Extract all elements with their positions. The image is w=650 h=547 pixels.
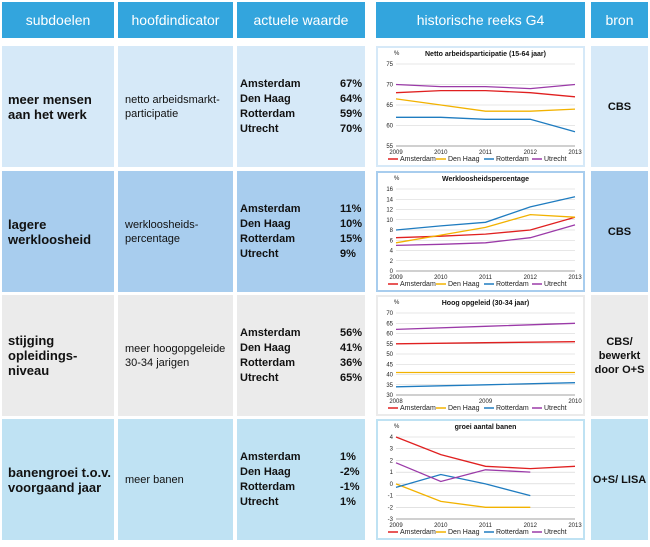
city-value: 15%: [340, 232, 363, 245]
value-row: [240, 480, 360, 495]
values-cell: [237, 419, 365, 540]
values-table: [240, 202, 362, 262]
subdoel-cell: meer mensen aan het werk: [2, 46, 114, 167]
y-tick-label: 55: [386, 341, 393, 348]
bron-cell: CBS/ bewerkt door O+S: [591, 295, 648, 416]
city-value: 1%: [340, 495, 356, 508]
city-value: 1%: [340, 450, 356, 463]
x-tick-label: 2008: [389, 399, 403, 405]
history-chart-cell: [376, 171, 585, 292]
x-tick-label: 2009: [389, 150, 403, 156]
value-row: [240, 217, 362, 232]
subdoel-cell: stijging opleidings-niveau: [2, 295, 114, 416]
x-tick-label: 2011: [479, 523, 492, 529]
x-tick-label: 2013: [568, 275, 582, 281]
subdoel-cell: banengroei t.o.v. voorgaand jaar: [2, 419, 114, 540]
legend-label: Den Haag: [448, 405, 480, 412]
line-chart: [376, 419, 585, 540]
history-chart-cell: [376, 419, 585, 540]
bron-cell: CBS: [591, 171, 648, 292]
legend-label: Utrecht: [544, 156, 567, 163]
values-table: [240, 77, 362, 137]
city-value: 10%: [340, 217, 363, 230]
y-axis-unit: %: [394, 51, 400, 57]
city-name: Rotterdam: [240, 232, 296, 245]
x-tick-label: 2009: [389, 523, 403, 529]
value-row: [240, 77, 362, 92]
legend-label: Rotterdam: [496, 529, 529, 536]
y-tick-label: 8: [389, 228, 393, 234]
bron-cell: O+S/ LISA: [591, 419, 648, 540]
subdoel-cell: lagere werkloosheid: [2, 171, 114, 292]
header-subdoelen: subdoelen: [2, 2, 114, 38]
value-row: [240, 341, 362, 356]
line-chart: [376, 171, 585, 292]
city-value: 11%: [340, 202, 362, 215]
city-name: Amsterdam: [240, 326, 301, 339]
legend-label: Amsterdam: [400, 529, 436, 536]
y-tick-label: 16: [386, 187, 393, 193]
history-chart-cell: [376, 46, 585, 167]
city-value: 67%: [340, 77, 363, 90]
legend-label: Den Haag: [448, 281, 480, 288]
x-tick-label: 2010: [434, 150, 448, 156]
y-tick-label: 4: [389, 435, 393, 441]
line-chart: [376, 46, 585, 167]
values-cell: [237, 46, 365, 167]
city-value: -2%: [340, 465, 360, 478]
y-axis-unit: %: [394, 300, 400, 306]
y-tick-label: 30: [386, 393, 393, 399]
value-row: [240, 371, 362, 386]
chart-title: groei aantal banen: [454, 424, 517, 431]
city-name: Den Haag: [240, 341, 291, 354]
city-value: 36%: [340, 356, 363, 369]
y-tick-label: -2: [387, 505, 393, 512]
x-tick-label: 2012: [523, 275, 537, 281]
y-tick-label: 70: [386, 311, 393, 317]
city-name: Utrecht: [240, 495, 279, 508]
city-name: Amsterdam: [240, 77, 301, 90]
values-table: [240, 326, 362, 386]
y-tick-label: 55: [386, 144, 393, 150]
y-tick-label: 14: [386, 197, 393, 204]
city-name: Utrecht: [240, 247, 279, 260]
legend-label: Utrecht: [544, 405, 567, 412]
indicator-cell: netto arbeidsmarkt-participatie: [118, 46, 233, 167]
chart-background: [378, 421, 583, 538]
header-actuele-waarde: actuele waarde: [237, 2, 365, 38]
city-name: Utrecht: [240, 122, 279, 135]
bron-cell: CBS: [591, 46, 648, 167]
indicator-cell: werkloosheids-percentage: [118, 171, 233, 292]
x-tick-label: 2010: [568, 399, 582, 405]
y-tick-label: 0: [389, 481, 393, 488]
legend-label: Utrecht: [544, 529, 567, 536]
legend-label: Rotterdam: [496, 281, 529, 288]
x-tick-label: 2013: [568, 150, 582, 156]
x-tick-label: 2010: [434, 275, 448, 281]
y-axis-unit: %: [394, 176, 400, 182]
y-tick-label: 1: [389, 470, 393, 477]
y-tick-label: 12: [386, 207, 393, 214]
y-tick-label: 35: [386, 382, 393, 389]
legend-label: Utrecht: [544, 281, 567, 288]
y-tick-label: 4: [389, 248, 393, 255]
value-row: [240, 107, 362, 122]
y-tick-label: -3: [387, 517, 393, 523]
city-value: 9%: [340, 247, 356, 260]
x-tick-label: 2010: [434, 523, 448, 529]
y-tick-label: -1: [387, 493, 393, 500]
values-cell: [237, 295, 365, 416]
line-chart: [376, 295, 585, 416]
x-tick-label: 2011: [479, 150, 492, 156]
y-tick-label: 6: [389, 238, 393, 245]
value-row: [240, 92, 362, 107]
chart-title: Hoog opgeleid (30-34 jaar): [441, 300, 530, 307]
y-tick-label: 10: [386, 217, 393, 224]
value-row: [240, 326, 362, 341]
chart-title: Netto arbeidsparticipatie (15-64 jaar): [425, 51, 546, 58]
y-tick-label: 60: [386, 331, 393, 338]
legend-label: Rotterdam: [496, 156, 529, 163]
y-tick-label: 60: [386, 123, 393, 130]
city-name: Den Haag: [240, 92, 291, 105]
indicator-cell: meer hoogopgeleide 30-34 jarigen: [118, 295, 233, 416]
city-name: Rotterdam: [240, 356, 296, 369]
value-row: [240, 247, 362, 262]
y-tick-label: 65: [386, 103, 393, 109]
legend-label: Amsterdam: [400, 156, 436, 163]
header-historische-reeks: historische reeks G4: [376, 2, 585, 38]
city-name: Amsterdam: [240, 202, 301, 215]
y-tick-label: 75: [386, 62, 393, 68]
header-hoofdindicator: hoofdindicator: [118, 2, 233, 38]
city-name: Den Haag: [240, 217, 291, 230]
value-row: [240, 232, 362, 247]
legend-label: Den Haag: [448, 156, 480, 163]
x-tick-label: 2011: [479, 275, 492, 281]
city-value: 56%: [340, 326, 363, 339]
y-tick-label: 45: [386, 362, 393, 369]
value-row: [240, 122, 362, 137]
y-tick-label: 65: [386, 321, 393, 328]
legend-label: Amsterdam: [400, 281, 436, 288]
chart-background: [378, 48, 583, 165]
history-chart-cell: [376, 295, 585, 416]
indicator-cell: meer banen: [118, 419, 233, 540]
legend-label: Den Haag: [448, 529, 480, 536]
city-value: 64%: [340, 92, 363, 105]
y-tick-label: 40: [386, 372, 393, 379]
x-tick-label: 2009: [478, 399, 493, 405]
value-row: [240, 450, 360, 465]
values-table: [240, 450, 360, 510]
city-name: Utrecht: [240, 371, 279, 384]
chart-background: [378, 297, 583, 414]
legend-label: Amsterdam: [400, 405, 436, 412]
x-tick-label: 2012: [523, 523, 537, 529]
legend-label: Rotterdam: [496, 405, 529, 412]
x-tick-label: 2012: [523, 150, 537, 156]
y-tick-label: 2: [389, 458, 393, 465]
city-value: 59%: [340, 107, 363, 120]
x-tick-label: 2013: [568, 523, 582, 529]
values-cell: [237, 171, 365, 292]
value-row: [240, 465, 360, 480]
city-value: 70%: [340, 122, 363, 135]
x-tick-label: 2009: [389, 275, 403, 281]
value-row: [240, 495, 360, 510]
y-axis-unit: %: [394, 424, 400, 430]
chart-title: Werkloosheidspercentage: [441, 176, 530, 183]
value-row: [240, 356, 362, 371]
y-tick-label: 50: [386, 352, 393, 358]
city-value: 65%: [340, 371, 363, 384]
y-tick-label: 2: [389, 258, 393, 265]
header-bron: bron: [591, 2, 648, 38]
city-value: 41%: [340, 341, 363, 354]
city-name: Rotterdam: [240, 480, 296, 493]
city-value: -1%: [340, 480, 360, 493]
y-tick-label: 3: [389, 446, 393, 453]
city-name: Rotterdam: [240, 107, 296, 120]
y-tick-label: 70: [386, 82, 393, 89]
city-name: Amsterdam: [240, 450, 301, 463]
y-tick-label: 0: [389, 269, 393, 275]
city-name: Den Haag: [240, 465, 291, 478]
value-row: [240, 202, 362, 217]
